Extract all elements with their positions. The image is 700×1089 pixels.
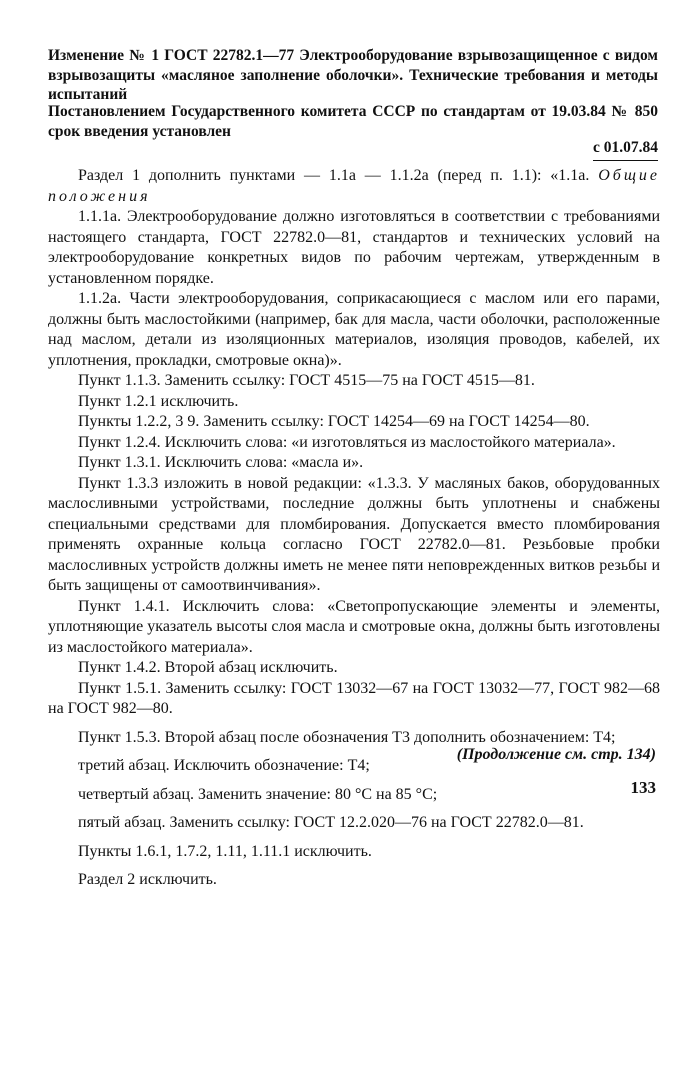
paragraph: Пункт 1.2.1 исключить. (78, 392, 239, 410)
paragraph: Пункт 1.5.3. Второй абзац после обозначения Т3 дополнить обозначением: Т4; (78, 728, 616, 746)
paragraph: Пункт 1.3.3 изложить в новой редакции: «1.3.3. У масляных баков, оборудованных маслосливными устройствами, последние должны быть уплотнены и снабжены специальными средствами для пломбирования. Допускается вместо пломбирования применять охранные кольца согласно ГОСТ 22782.0—81. Резьбовые пробки маслосливных устройств должны иметь не менее пяти неповрежденных витков резьбы и быть защищены от самоотвинчивания». (48, 474, 660, 594)
decree-text: Постановлением Государственного комитета СССР по стандартам от 19.03.84 № 850 срок введения установлен (48, 103, 658, 140)
effective-date: с 01.07.84 (593, 138, 658, 161)
paragraph: Пункт 1.4.2. Второй абзац исключить. (78, 659, 338, 676)
paragraph: пятый абзац. Заменить ссылку: ГОСТ 12.2.020—76 на ГОСТ 22782.0—81. (78, 814, 584, 831)
paragraph: Пункты 1.6.1, 1.7.2, 1.11, 1.11.1 исключить. (78, 842, 372, 860)
paragraph-text: Раздел 1 дополнить пунктами — 1.1а — 1.1.2а (перед п. 1.1): «1.1а. (78, 167, 590, 184)
paragraph: Пункт 1.5.1. Заменить ссылку: ГОСТ 13032—67 на ГОСТ 13032—77, ГОСТ 982—68 на ГОСТ 982—80. (48, 679, 660, 717)
paragraph: Пункты 1.2.2, 3 9. Заменить ссылку: ГОСТ 14254—69 на ГОСТ 14254—80. (78, 413, 590, 430)
paragraph: четвертый абзац. Заменить значение: 80 °С на 85 °С; (78, 785, 438, 803)
paragraph: 1.1.2а. Части электрооборудования, соприкасающиеся с маслом или его парами, должны быть маслостойкими (например, бак для масла, части оболочки, расположенные над маслом, детали из изоляционных материалов, изоляция проводов, кабелей, их уплотнения, прокладки, смотровые окна)». (48, 290, 660, 369)
paragraph: Пункт 1.1.3. Заменить ссылку: ГОСТ 4515—75 на ГОСТ 4515—81. (78, 372, 535, 389)
page-number: 133 (630, 778, 656, 797)
paragraph: Пункт 1.2.4. Исключить слова: «и изготовляться из маслостойкого материала». (78, 433, 616, 451)
spaced-heading: Общие положения (48, 167, 660, 205)
paragraph: Пункт 1.3.1. Исключить слова: «масла и». (78, 454, 364, 471)
paragraph: Пункт 1.4.1. Исключить слова: «Светопропускающие элементы и элементы, уплотняющие указатель высоты слоя масла и смотровые окна, должны быть изготовлены из маслостойкого материала». (48, 597, 660, 656)
amendment-body (48, 166, 660, 891)
continuation-note: (Продолжение см. стр. 134) (456, 746, 656, 763)
paragraph (48, 166, 660, 207)
paragraph: Раздел 2 исключить. (78, 871, 217, 888)
amendment-title: Изменение № 1 ГОСТ 22782.1—77 Электрооборудование взрывозащищенное с видом взрывозащиты «масляное заполнение оболочки». Технические требования и методы испытаний (48, 47, 658, 103)
paragraph: 1.1.1а. Электрооборудование должно изготовляться в соответствии с требованиями настоящего стандарта, ГОСТ 22782.0—81, стандартов и технических условий на электрооборудование конкретных видов по рабочим чертежам, утвержденным в установленном порядке. (48, 208, 660, 287)
paragraph: третий абзац. Исключить обозначение: Т4; (78, 757, 370, 774)
